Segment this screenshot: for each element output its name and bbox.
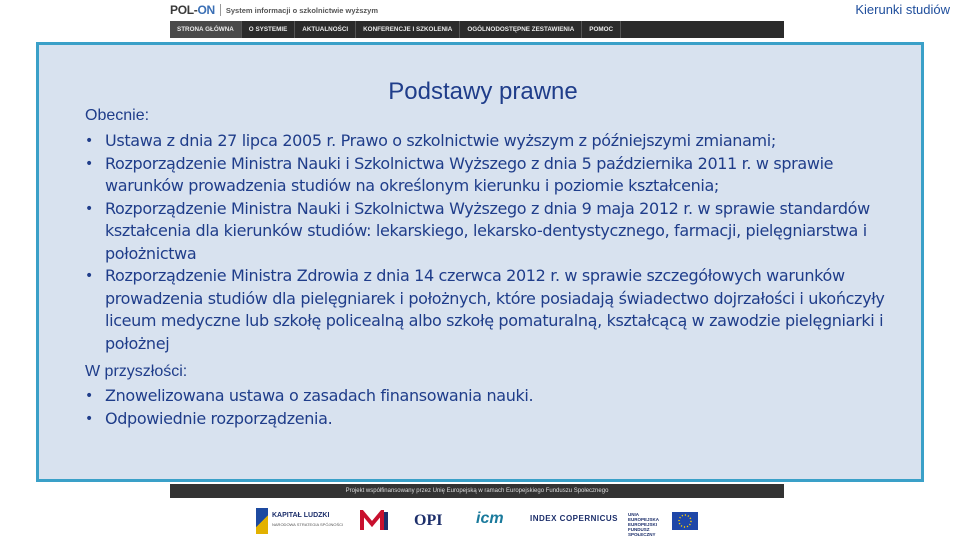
eu-fund-logo: UNIA EUROPEJSKA EUROPEJSKI FUNDUSZ SPOŁECZNY [628,508,700,534]
bullet-icon: • [85,268,93,284]
ministry-logo-icon [360,510,396,532]
list-item: • Rozporządzenie Ministra Zdrowia z dnia 14 czerwca 2012 r. w sprawie szczegółowych warunków prowadzenia studiów dla pielęgniarek i położnych, które posiadają świadectwo dojrzałości i ukończyły liceum medyczne lub szkołę policealną albo szkołę pomaturalną, kształcącą w zawodzie pielęgniarki i położnej [85,266,885,353]
current-list [85,130,901,355]
nav-item-about[interactable]: O SYSTEMIE [242,21,296,38]
main-nav [170,21,784,38]
opi-logo: OPI [414,512,443,529]
logo-divider [220,4,221,16]
list-item: • Ustawa z dnia 27 lipca 2005 r. Prawo o szkolnictwie wyższym z późniejszymi zmianami; [85,130,901,153]
sponsor-footer [170,484,784,540]
site-header [0,0,960,20]
bullet-icon: • [85,133,93,149]
nav-item-news[interactable]: AKTUALNOŚCI [295,21,356,38]
nav-item-help[interactable]: POMOC [582,21,621,38]
icm-logo: icm [476,510,504,527]
list-item: • Odpowiednie rozporządzenia. [85,408,901,431]
bullet-icon: • [85,155,93,172]
eu-flag-icon [672,512,698,530]
kapital-ludzki-mark-icon [256,508,268,534]
logo-subtitle: System informacji o szkolnictwie wyższym [225,5,379,15]
pol-on-logo[interactable] [170,2,378,18]
kapital-ludzki-logo: KAPITAŁ LUDZKI NARODOWA STRATEGIA SPÓJNOŚCI [256,508,346,534]
corner-label: Kierunki studiów [855,2,950,17]
current-heading: Obecnie: [85,107,150,124]
future-list [85,385,901,430]
list-item: • Rozporządzenie Ministra Nauki i Szkolnictwa Wyższego z dnia 5 października 2011 r. w sprawie warunków prowadzenia studiów na określonym kierunku i poziomie kształcenia; [85,153,834,195]
nav-item-reports[interactable]: OGÓLNODOSTĘPNE ZESTAWIENIA [460,21,582,38]
bullet-icon: • [85,410,93,427]
list-item: • Znowelizowana ustawa o zasadach finansowania nauki. [85,385,901,408]
list-item: • Rozporządzenie Ministra Nauki i Szkolnictwa Wyższego z dnia 9 maja 2012 r. w sprawie standardów kształcenia dla kierunków studiów: lekarskiego, lekarsko-dentystycznego, farmacji, pielęgniarstwa i położnictwa [85,198,870,263]
nav-item-conferences[interactable]: KONFERENCJE I SZKOLENIA [356,21,460,38]
slide-title: Podstawy prawne [388,78,578,105]
sponsor-logos [170,504,784,538]
future-heading: W przyszłości: [85,363,188,380]
bullet-icon: • [85,200,93,217]
slide-panel [36,42,924,482]
logo-text: POL-ON [170,3,215,17]
nav-item-home[interactable]: STRONA GŁÓWNA [170,21,242,38]
index-copernicus-logo: INDEX COPERNICUS [530,514,619,523]
bullet-icon: • [85,388,93,404]
footer-caption: Projekt współfinansowany przez Unię Europejską w ramach Europejskiego Funduszu Społecznego [345,488,609,494]
